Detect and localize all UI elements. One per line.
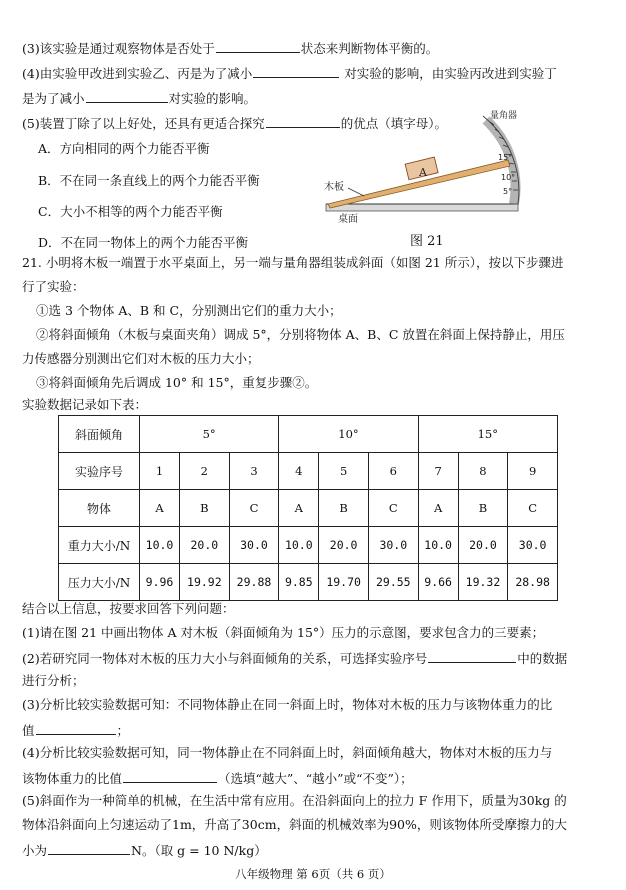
object-cell: A <box>140 490 180 527</box>
block-a-label: A <box>419 166 427 179</box>
option-a: A．方向相同的两个力能否平衡 <box>38 141 210 156</box>
weight-cell: 30.0 <box>368 527 418 564</box>
q21-table-intro: 实验数据记录如下表： <box>22 397 148 412</box>
weight-cell: 20.0 <box>180 527 230 564</box>
sub-question-5c: 小为 N。（取 g = 10 N/kg） <box>22 840 612 860</box>
sub-question-3b: 值 ； <box>22 720 612 740</box>
page-footer: 八年级物理 第 6页（共 6 页） <box>235 867 391 881</box>
pressure-cell: 9.96 <box>140 564 180 601</box>
sub-question-4b: 该物体重力的比值 （选填“越大”、“越小”或“不变”）； <box>22 768 612 788</box>
pressure-cell: 19.70 <box>319 564 369 601</box>
pressure-cell: 9.85 <box>279 564 319 601</box>
seq-cell: 5 <box>319 453 369 490</box>
seq-cell: 8 <box>458 453 508 490</box>
answer-blank[interactable] <box>216 38 300 53</box>
pressure-cell: 29.88 <box>229 564 279 601</box>
seq-cell: 4 <box>279 453 319 490</box>
sub-question-4a: (4)分析比较实验数据可知，同一物体静止在不同斜面上时，斜面倾角越大，物体对木板的压力与 <box>22 745 553 760</box>
answer-blank[interactable] <box>86 88 168 103</box>
q21-intro-b: 行了实验： <box>22 279 85 294</box>
object-cell: C <box>368 490 418 527</box>
figure-caption: 图 21 <box>410 234 444 249</box>
q21-step2b: 力传感器分别测出它们对木板的压力大小； <box>22 351 260 366</box>
seq-cell: 1 <box>140 453 180 490</box>
angle-label-10: 10° <box>501 173 516 182</box>
answer-blank[interactable] <box>253 63 339 78</box>
q-prev-line4a: (4)由实验甲改进到实验乙、丙是为了减小 对实验的影响，由实验丙改进到实验丁 <box>22 63 612 83</box>
table-label: 桌面 <box>338 214 358 225</box>
weight-cell: 30.0 <box>229 527 279 564</box>
sub-question-5b: 物体沿斜面向上匀速运动了1m，升高了30cm，斜面的机械效率为90%，则该物体所受摩擦力的大 <box>22 817 567 832</box>
table-row <box>59 490 558 527</box>
seq-header: 实验序号 <box>59 453 140 490</box>
angle-cell: 10° <box>279 416 418 453</box>
angle-label-15: 15° <box>498 153 513 162</box>
q21-intro-a: 21. 小明将木板一端置于水平桌面上，另一端与量角器组装成斜面（如图 21 所示），按以下步骤进 <box>22 255 564 270</box>
angle-cell: 5° <box>140 416 279 453</box>
figure-21-incline <box>318 108 528 226</box>
table-row <box>59 453 558 490</box>
sub-question-2a: (2)若研究同一物体对木板的压力大小与斜面倾角的关系，可选择实验序号 中的数据 <box>22 648 612 668</box>
angle-cell: 15° <box>418 416 557 453</box>
object-cell: A <box>279 490 319 527</box>
pressure-cell: 9.66 <box>418 564 458 601</box>
option-c: C．大小不相等的两个力能否平衡 <box>38 204 223 219</box>
angle-label-5: 5° <box>503 187 513 196</box>
q21-step2a: ②将斜面倾角（木板与桌面夹角）调成 5°，分别将物体 A、B、C 放置在斜面上保持静止，用压 <box>36 327 565 342</box>
table-row <box>59 416 558 453</box>
sub-question-3a: (3)分析比较实验数据可知：不同物体静止在同一斜面上时，物体对木板的压力与该物体重力的比 <box>22 697 553 712</box>
option-d: D．不在同一物体上的两个力能否平衡 <box>38 235 249 250</box>
pressure-cell: 19.92 <box>180 564 230 601</box>
object-cell: C <box>229 490 279 527</box>
pressure-cell: 19.32 <box>458 564 508 601</box>
pressure-header: 压力大小/N <box>59 564 140 601</box>
weight-cell: 10.0 <box>418 527 458 564</box>
sub-question-1: (1)请在图 21 中画出物体 A 对木板（斜面倾角为 15°）压力的示意图，要求包含力的三要素； <box>22 625 545 640</box>
weight-cell: 20.0 <box>458 527 508 564</box>
object-cell: B <box>180 490 230 527</box>
pressure-cell: 29.55 <box>368 564 418 601</box>
answer-blank[interactable] <box>123 768 217 783</box>
answer-blank[interactable] <box>48 840 130 855</box>
seq-cell: 2 <box>180 453 230 490</box>
pressure-cell: 28.98 <box>508 564 558 601</box>
protractor-label: 量角器 <box>490 111 518 121</box>
answer-intro: 结合以上信息，按要求回答下列问题： <box>22 601 235 616</box>
weight-header: 重力大小/N <box>59 527 140 564</box>
weight-cell: 10.0 <box>140 527 180 564</box>
weight-cell: 30.0 <box>508 527 558 564</box>
object-cell: B <box>458 490 508 527</box>
object-cell: B <box>319 490 369 527</box>
answer-blank[interactable] <box>36 720 116 735</box>
table-row <box>59 527 558 564</box>
q-prev-line4b: 是为了减小 对实验的影响。 <box>22 88 612 108</box>
option-b: B．不在同一条直线上的两个力能否平衡 <box>38 173 260 188</box>
object-cell: A <box>418 490 458 527</box>
object-cell: C <box>508 490 558 527</box>
q21-step3: ③将斜面倾角先后调成 10° 和 15°，重复步骤②。 <box>36 375 318 390</box>
seq-cell: 9 <box>508 453 558 490</box>
seq-cell: 3 <box>229 453 279 490</box>
incline-diagram <box>318 108 528 226</box>
seq-cell: 7 <box>418 453 458 490</box>
data-table <box>58 415 558 601</box>
board-label: 木板 <box>324 182 344 193</box>
table-row <box>59 564 558 601</box>
q-prev-line5: (5)装置丁除了以上好处，还具有更适合探究 的优点（填字母）。 <box>22 113 612 133</box>
sub-question-2b: 进行分析； <box>22 673 85 688</box>
weight-cell: 10.0 <box>279 527 319 564</box>
answer-blank[interactable] <box>428 648 516 663</box>
seq-cell: 6 <box>368 453 418 490</box>
table-surface <box>326 204 518 211</box>
sub-question-5a: (5)斜面作为一种简单的机械，在生活中常有应用。在沿斜面向上的拉力 F 作用下，质量为30kg 的 <box>22 793 567 808</box>
weight-cell: 20.0 <box>319 527 369 564</box>
object-header: 物体 <box>59 490 140 527</box>
q21-step1: ①选 3 个物体 A、B 和 C，分别测出它们的重力大小； <box>36 303 342 318</box>
angle-header: 斜面倾角 <box>59 416 140 453</box>
q-prev-line3: (3)该实验是通过观察物体是否处于 状态来判断物体平衡的。 <box>22 38 612 58</box>
